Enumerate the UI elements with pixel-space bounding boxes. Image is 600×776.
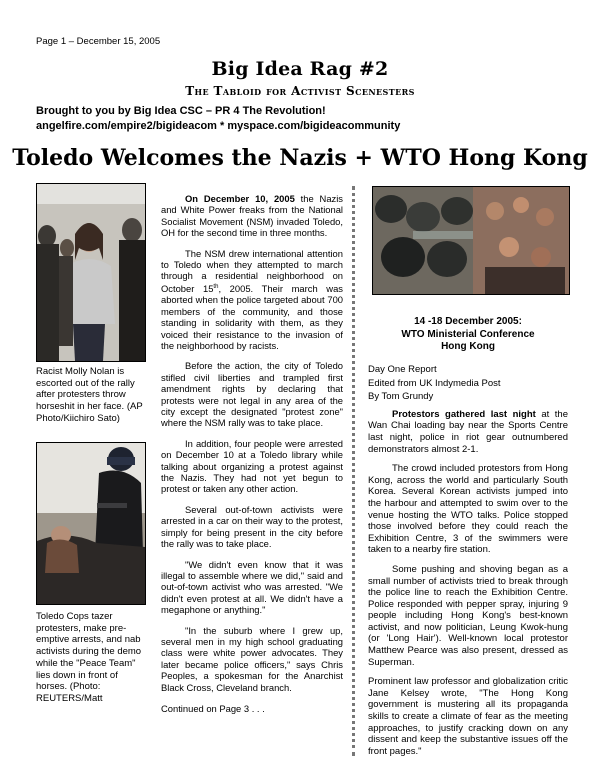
conference-name: WTO Ministerial Conference <box>401 328 535 340</box>
headline: Toledo Welcomes the Nazis + WTO Hong Kong <box>12 145 588 171</box>
wto-article <box>368 364 568 765</box>
toledo-lead-rest: the Nazis and White Power freaks from the National Socialist Movement (NSM) invaded Toledo, OH for the second time in three months. <box>161 193 343 239</box>
toledo-paragraph-2 <box>161 248 343 352</box>
riot-police-photo-icon <box>372 186 570 295</box>
conference-place: Hong Kong <box>441 341 495 352</box>
toledo-lead: On December 10, 2005 <box>185 193 295 204</box>
wto-lead-rest: at the Wan Chai loading bay near the Sports Centre last night, police in riot gear outnumbered demonstrators almost 2-1. <box>368 408 568 455</box>
links-line: angelfire.com/empire2/bigideacom * myspace.com/bigideacommunity <box>36 120 401 132</box>
protest-photo-icon <box>36 183 146 362</box>
toledo-article <box>161 193 343 723</box>
wto-paragraph-3: Some pushing and shoving began as a small number of activists tried to break through the police line to reach the Exhibition Centre. Police responded with pepper spray, injuring 9 people including Hong Kong's best-known activist, and now politician, Leung Kwok-hung (or 'Long Hair'). Well-known local protestor Matthew Pearce was also present, dressed as Superman. <box>368 563 568 668</box>
toledo-paragraph-3: Before the action, the city of Toledo stifled civil liberties and trampled first amendment rights by declaring that protests were not legal in any area of the city except the designated "protest zone" where the NSM rally was to take place. <box>161 360 343 429</box>
wto-paragraph-4: Prominent law professor and globalization critic Jane Kelsey wrote, "The Hong Kong government is mustering all its propaganda skills to create a climate of fear as the meeting approaches, to justify cracking down on any dissent and keep the substantive issues off the front pages." <box>368 676 568 757</box>
wto-paragraph-1 <box>368 409 568 455</box>
brought-by-line: Brought to you by Big Idea CSC – PR 4 The Revolution! <box>36 105 326 117</box>
wto-lead: Protestors gathered last night <box>392 408 536 420</box>
toledo-paragraph-1 <box>161 193 343 239</box>
caption-2: Toledo Cops tazer protesters, make pre-emptive arrests, and nab activists during the demo while the "Peace Team" lies down in front of horses. (Photo: REUTERS/Matt <box>36 611 142 704</box>
report-label: Day One Report <box>368 364 437 375</box>
column-divider <box>352 186 355 756</box>
toledo-p2-a: The NSM drew international attention to Toledo when they attempted to march through a residential neighborhood on October 15 <box>161 247 343 294</box>
paper-title: Big Idea Rag #2 <box>211 58 389 80</box>
toledo-paragraph-6: "We didn't even know that it was illegal to assemble where we did," said and out-of-town activist who was arrested. "We didn't even protest at all. We didn't have a megaphone or anything." <box>161 558 343 616</box>
conference-dates: 14 -18 December 2005: <box>414 316 522 327</box>
conference-heading <box>368 316 568 354</box>
continued-link[interactable]: Continued on Page 3 . . . <box>161 702 265 714</box>
police-horse-photo-icon <box>36 442 146 605</box>
byline: By Tom Grundy <box>368 391 434 403</box>
toledo-p2-b: , 2005. Their march was aborted when the police targeted about 700 members of the community, and those standing in solidarity with them, as they voiced their resistance to the invasion of the neighborhood by racists. <box>161 282 343 351</box>
toledo-paragraph-7: "In the suburb where I grew up, several men in my high school graduating class were white power advocates. They later became police officers," says Chris Peoples, a spokesman for the Anarchist Black Cross, Cleveland branch. <box>161 624 343 693</box>
caption-1: Racist Molly Nolan is escorted out of the rally after protesters throw horseshit in her face. (AP Photo/Kiichiro Sato) <box>36 366 143 424</box>
paper-subtitle: The Tabloid for Activist Scenesters <box>185 84 415 98</box>
wto-paragraph-2: The crowd included protestors from Hong Kong, across the world and particularly South Korea. Several Korean activists jumped into the harbour and attempted to swim over to the venue hosting the WTO talks. Police stopped those involved before they could reach the Exhibition Centre, 3 of the swimmers were taken to a nearby fire station. <box>368 463 568 556</box>
edited-from: Edited from UK Indymedia Post <box>368 377 501 389</box>
toledo-p2-sup: th <box>213 283 219 290</box>
page-line: Page 1 – December 15, 2005 <box>36 36 161 47</box>
toledo-paragraph-5: Several out-of-town activists were arrested in a car on their way to the protest, simply for being present in the city before the rally was to take place. <box>161 503 343 550</box>
toledo-paragraph-4: In addition, four people were arrested on December 10 at a Toledo library while talking about organizing a protest against the Nazis. They had not yet begun to protest or taken any other action. <box>161 437 343 495</box>
